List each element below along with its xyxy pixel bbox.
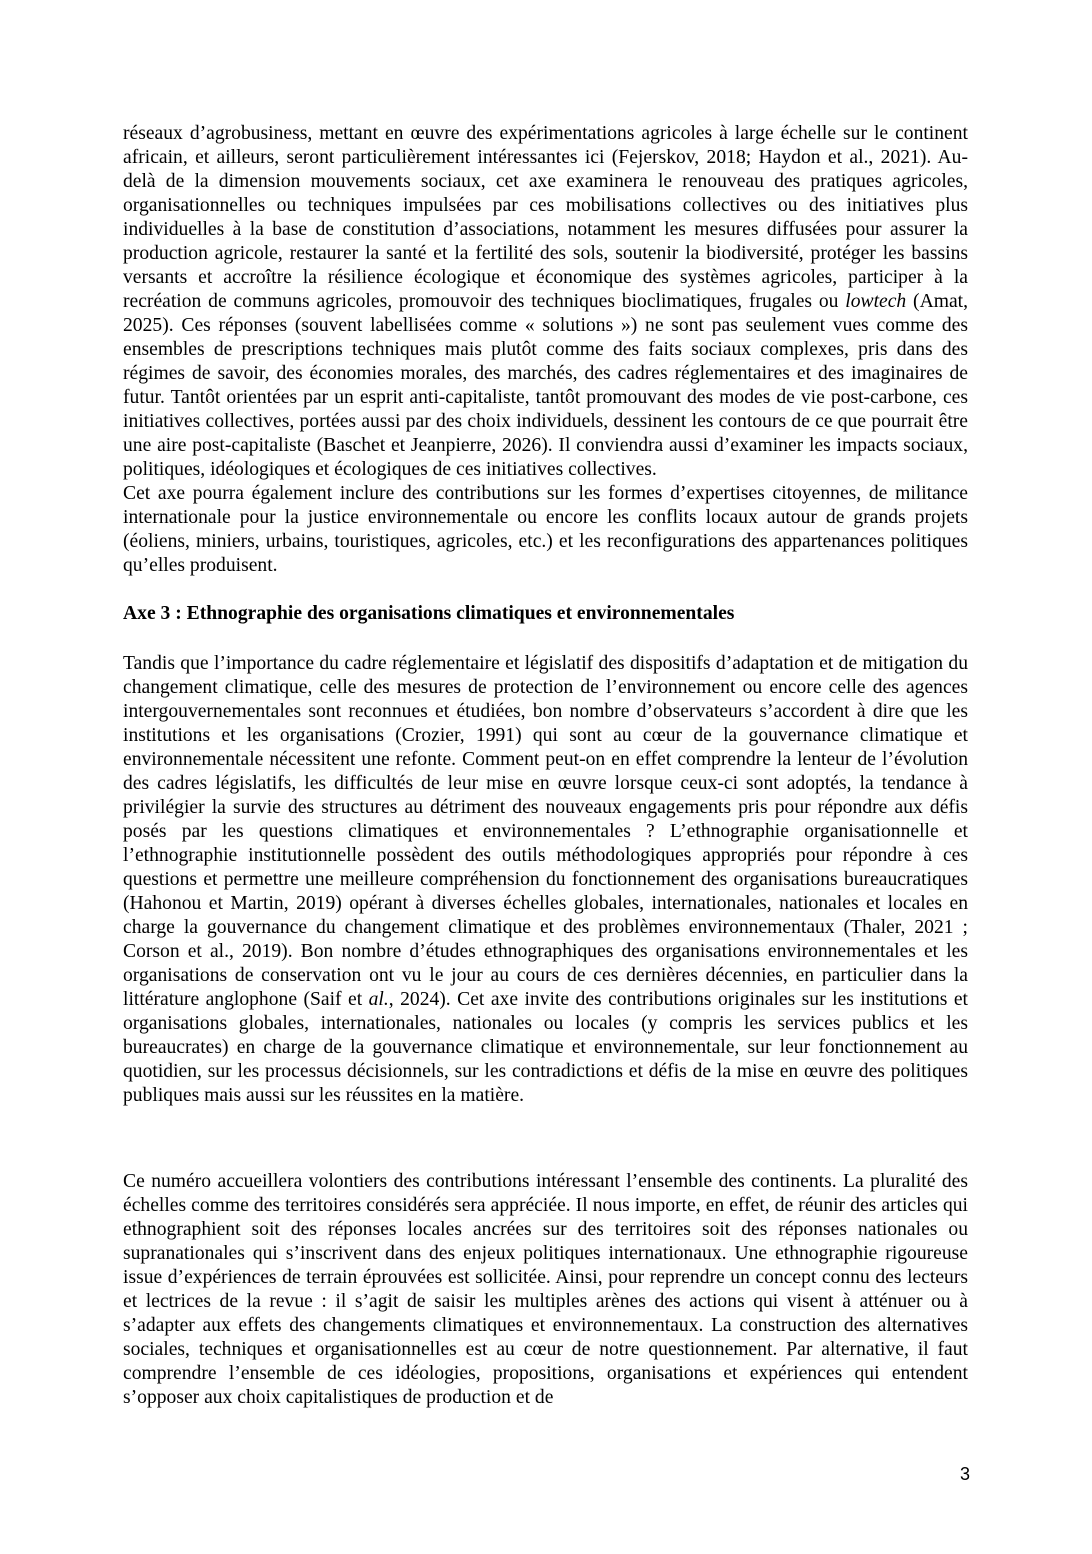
text-body [123,122,968,1410]
page-number: 3 [959,1464,970,1484]
body-paragraph-axe2-addendum: Cet axe pourra également inclure des contributions sur les formes d’expertises citoyennes, de militance internationale pour la justice environnementale ou encore les conflits locaux autour de grands projets (éoliens, miniers, urbains, touristiques, agricoles, etc.) et les reconfigurations des appartenances politiques qu’elles produisent. [123,483,968,576]
body-paragraph-axe3: Tandis que l’importance du cadre réglementaire et législatif des dispositifs d’adaptation et de mitigation du changement climatique, celle des mesures de protection de l’environnement ou encore celle des agences intergouvernementales sont reconnues et étudiées, bon nombre d’observateurs s’accordent à dire que les institutions et les organisations (Crozier, 1991) qui sont au cœur de la gouvernance climatique et environnementale nécessitent une refonte. Comment peut-on en effet comprendre la lenteur de l’évolution des cadres législatifs, les difficultés de leur mise en œuvre lorsque ceux-ci sont adoptés, la tendance à privilégier la survie des structures au détriment des nouveaux engagements pris pour répondre aux défis posés par les questions climatiques et environnementales ? L’ethnographie organisationnelle et l’ethnographie institutionnelle possèdent des outils méthodologiques appropriés pour répondre à ces questions et permettre une meilleure compréhension du fonctionnement des organisations bureaucratiques (Hahonou et Martin, 2019) opérant à diverses échelles globales, internationales, nationales et locales en charge la gouvernance du changement climatique et des problèmes environnementaux (Thaler, 2021 ; Corson et al., 2019). Bon nombre d’études ethnographiques des organisations environnementales et les organisations de conservation ont vu le jour au cours de ces dernières décennies, en particulier dans la littérature anglophone (Saif et al., 2024). Cet axe invite des contributions originales sur les institutions et organisations globales, internationales, nationales ou locales (y compris les services publics et les bureaucrates) en charge de la gouvernance climatique et environnementale, sur leur fonctionnement au quotidien, sur les processus décisionnels, sur les contradictions et défis de la mise en œuvre des politiques publiques mais aussi sur les réussites en la matière. [123,653,968,1106]
body-paragraph-closing: Ce numéro accueillera volontiers des contributions intéressant l’ensemble des continents. La pluralité des échelles comme des territoires considérés sera appréciée. Il nous importe, en effet, de réunir des articles qui ethnographient soit des réponses locales ancrées sur des territoires soit des réponses nationales ou supranationales qui s’inscrivent dans des enjeux politiques internationaux. Une ethnographie rigoureuse issue d’expériences de terrain éprouvées est sollicitée. Ainsi, pour reprendre un concept connu des lecteurs et lectrices de la revue : il s’agit de saisir les multiples arènes des actions qui visent à atténuer ou à s’adapter aux effets des changements climatiques et environnementaux. La construction des alternatives sociales, techniques et organisationnelles est au cœur de notre questionnement. Par alternative, il faut comprendre l’ensemble de ces idéologies, propositions, organisations et expériences qui entendent s’opposer aux choix capitalistiques de production et de [123,1171,968,1408]
body-paragraph-continuation: réseaux d’agrobusiness, mettant en œuvre des expérimentations agricoles à large échelle sur le continent africain, et ailleurs, seront particulièrement intéressantes ici (Fejerskov, 2018; Haydon et al., 2021). Au-delà de la dimension mouvements sociaux, cet axe examinera le renouveau des pratiques agricoles, organisationnelles ou techniques impulsées par ces mobilisations collectives ou des initiatives plus individuelles à la base de constitution d’associations, notamment les mesures diffusées pour assurer la production agricole, restaurer la santé et la fertilité des sols, soutenir la biodiversité, protéger les bassins versants et accroître la résilience écologique et économique des systèmes agricoles, participer à la recréation de communs agricoles, promouvoir des techniques bioclimatiques, frugales ou lowtech (Amat, 2025). Ces réponses (souvent labellisées comme « solutions ») ne sont pas seulement vues comme des ensembles de prescriptions techniques mais plutôt comme des faits sociaux complexes, pris dans des régimes de savoir, des économies morales, des marchés, des cadres réglementaires et des imaginaires de futur. Tantôt orientées par un esprit anti-capitaliste, tantôt promouvant des modes de vie post-carbone, ces initiatives collectives, portées aussi par des choix individuels, dessinent les contours de ce que pourrait être une aire post-capitaliste (Baschet et Jeanpierre, 2026). Il conviendra aussi d’examiner les impacts sociaux, politiques, idéologiques et écologiques de ces initiatives collectives. [123,123,968,480]
axe3-heading: Axe 3 : Ethnographie des organisations climatiques et environnementales [123,603,735,624]
